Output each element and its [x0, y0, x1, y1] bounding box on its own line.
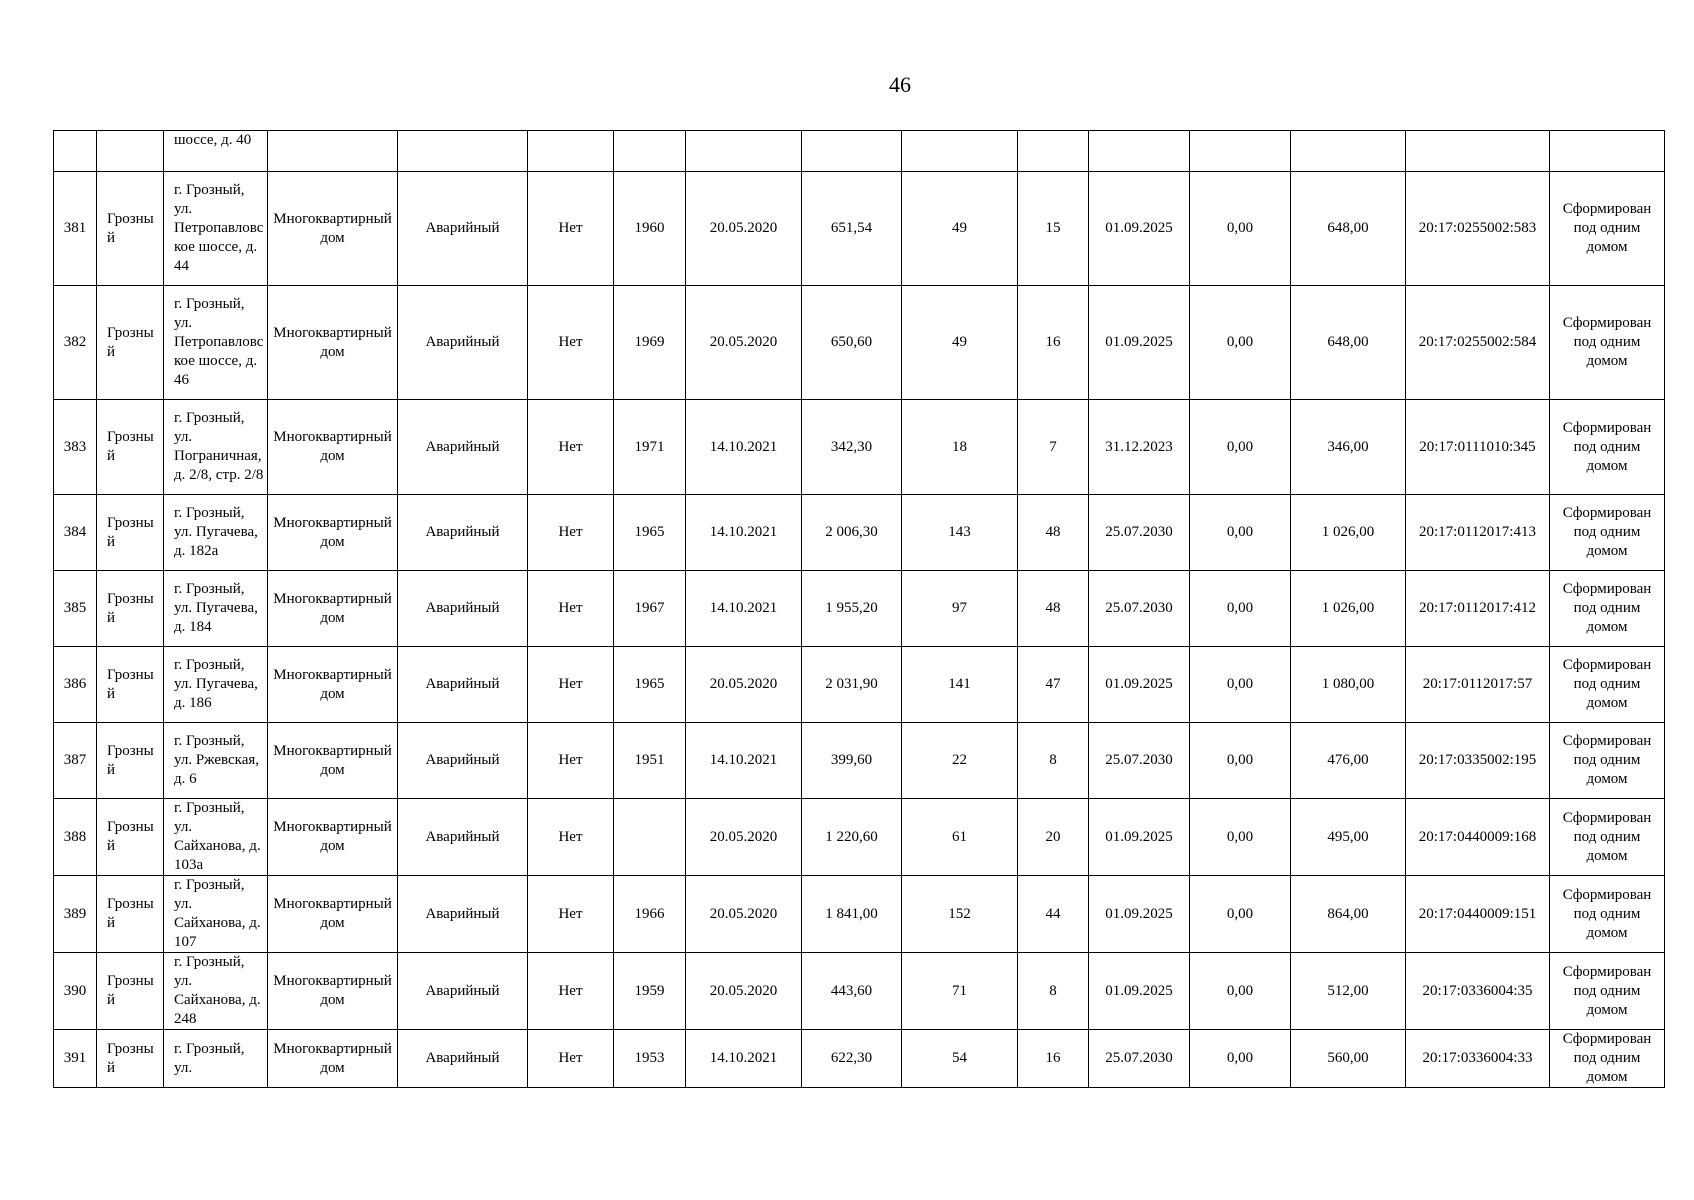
cell-city: Грозный [97, 1030, 164, 1088]
cell-zero: 0,00 [1190, 400, 1291, 495]
cell-area: 399,60 [802, 723, 902, 799]
cell-deadline: 01.09.2025 [1089, 799, 1190, 876]
cell-address: г. Грозный, ул. Пугачева, д. 184 [164, 571, 268, 647]
table-row-continued [54, 131, 1665, 172]
cell-city: Грозный [97, 495, 164, 571]
cell-date: 20.05.2020 [686, 876, 802, 953]
cell-flag: Нет [528, 571, 614, 647]
cell-cadastral: 20:17:0111010:345 [1406, 400, 1550, 495]
cell-address: шоссе, д. 40 [164, 131, 268, 172]
cell-count [1018, 131, 1089, 172]
cell-count: 47 [1018, 647, 1089, 723]
cell-count: 7 [1018, 400, 1089, 495]
cell-residents: 71 [902, 953, 1018, 1030]
cell-date: 14.10.2021 [686, 400, 802, 495]
cell-flag: Нет [528, 723, 614, 799]
cell-num: 382 [54, 286, 97, 400]
cell-area: 2 006,30 [802, 495, 902, 571]
cell-cadastral: 20:17:0112017:57 [1406, 647, 1550, 723]
cell-address: г. Грозный, ул. Петропавловское шоссе, д. 46 [164, 286, 268, 400]
cell-date: 14.10.2021 [686, 723, 802, 799]
cell-year [614, 131, 686, 172]
cell-zero: 0,00 [1190, 495, 1291, 571]
cell-cadastral: 20:17:0255002:583 [1406, 172, 1550, 286]
cell-area: 622,30 [802, 1030, 902, 1088]
cell-year: 1965 [614, 647, 686, 723]
table-row [54, 286, 1665, 400]
cell-formed: Сформирован под одним домом [1550, 286, 1665, 400]
cell-type: Многоквартирный дом [268, 571, 398, 647]
cell-address: г. Грозный, ул. Пугачева, д. 186 [164, 647, 268, 723]
cell-city: Грозный [97, 286, 164, 400]
cell-city [97, 131, 164, 172]
cell-area: 342,30 [802, 400, 902, 495]
cell-zero: 0,00 [1190, 647, 1291, 723]
cell-area: 650,60 [802, 286, 902, 400]
cell-plot: 346,00 [1291, 400, 1406, 495]
cell-status: Аварийный [398, 400, 528, 495]
cell-status: Аварийный [398, 799, 528, 876]
cell-plot: 1 026,00 [1291, 571, 1406, 647]
cell-flag: Нет [528, 495, 614, 571]
cell-formed: Сформирован под одним домом [1550, 495, 1665, 571]
cell-date: 20.05.2020 [686, 647, 802, 723]
cell-plot: 648,00 [1291, 172, 1406, 286]
cell-residents: 97 [902, 571, 1018, 647]
cell-residents: 18 [902, 400, 1018, 495]
cell-num: 389 [54, 876, 97, 953]
cell-num: 387 [54, 723, 97, 799]
cell-residents [902, 131, 1018, 172]
cell-city: Грозный [97, 400, 164, 495]
cell-zero: 0,00 [1190, 799, 1291, 876]
cell-formed: Сформирован под одним домом [1550, 1030, 1665, 1088]
cell-type: Многоквартирный дом [268, 495, 398, 571]
cell-date: 20.05.2020 [686, 172, 802, 286]
cell-num: 385 [54, 571, 97, 647]
cell-count: 8 [1018, 953, 1089, 1030]
cell-flag: Нет [528, 799, 614, 876]
cell-status: Аварийный [398, 647, 528, 723]
cell-count: 20 [1018, 799, 1089, 876]
cell-formed: Сформирован под одним домом [1550, 799, 1665, 876]
cell-plot: 864,00 [1291, 876, 1406, 953]
cell-date: 20.05.2020 [686, 286, 802, 400]
cell-plot: 1 026,00 [1291, 495, 1406, 571]
cell-deadline: 01.09.2025 [1089, 172, 1190, 286]
cell-date: 14.10.2021 [686, 1030, 802, 1088]
cell-residents: 54 [902, 1030, 1018, 1088]
cell-num: 391 [54, 1030, 97, 1088]
cell-num: 388 [54, 799, 97, 876]
cell-year: 1965 [614, 495, 686, 571]
cell-city: Грозный [97, 647, 164, 723]
cell-year: 1969 [614, 286, 686, 400]
cell-plot: 512,00 [1291, 953, 1406, 1030]
cell-deadline: 25.07.2030 [1089, 723, 1190, 799]
cell-formed: Сформирован под одним домом [1550, 400, 1665, 495]
cell-flag: Нет [528, 647, 614, 723]
cell-area: 1 220,60 [802, 799, 902, 876]
table-row [54, 953, 1665, 1030]
cell-residents: 143 [902, 495, 1018, 571]
table-row [54, 723, 1665, 799]
cell-deadline: 01.09.2025 [1089, 953, 1190, 1030]
cell-city: Грозный [97, 876, 164, 953]
cell-formed: Сформирован под одним домом [1550, 647, 1665, 723]
cell-year: 1959 [614, 953, 686, 1030]
cell-type: Многоквартирный дом [268, 172, 398, 286]
cell-num: 383 [54, 400, 97, 495]
cell-zero: 0,00 [1190, 172, 1291, 286]
cell-cadastral: 20:17:0255002:584 [1406, 286, 1550, 400]
cell-num: 381 [54, 172, 97, 286]
cell-count: 48 [1018, 495, 1089, 571]
cell-cadastral: 20:17:0112017:413 [1406, 495, 1550, 571]
cell-formed: Сформирован под одним домом [1550, 953, 1665, 1030]
cell-year: 1951 [614, 723, 686, 799]
cell-date: 20.05.2020 [686, 799, 802, 876]
table-row [54, 799, 1665, 876]
cell-deadline: 01.09.2025 [1089, 286, 1190, 400]
cell-area [802, 131, 902, 172]
cell-status: Аварийный [398, 172, 528, 286]
cell-year: 1960 [614, 172, 686, 286]
table-row [54, 571, 1665, 647]
cell-city: Грозный [97, 172, 164, 286]
cell-date: 14.10.2021 [686, 495, 802, 571]
cell-formed: Сформирован под одним домом [1550, 172, 1665, 286]
cell-status: Аварийный [398, 876, 528, 953]
cell-type: Многоквартирный дом [268, 647, 398, 723]
cell-status: Аварийный [398, 953, 528, 1030]
cell-city: Грозный [97, 799, 164, 876]
cell-count: 44 [1018, 876, 1089, 953]
cell-residents: 49 [902, 286, 1018, 400]
cell-area: 443,60 [802, 953, 902, 1030]
cell-deadline: 01.09.2025 [1089, 647, 1190, 723]
cell-residents: 152 [902, 876, 1018, 953]
cell-deadline: 31.12.2023 [1089, 400, 1190, 495]
cell-residents: 22 [902, 723, 1018, 799]
cell-cadastral: 20:17:0440009:168 [1406, 799, 1550, 876]
cell-plot: 560,00 [1291, 1030, 1406, 1088]
cell-address: г. Грозный, ул. Сайханова, д. 107 [164, 876, 268, 953]
cell-num: 390 [54, 953, 97, 1030]
cell-type: Многоквартирный дом [268, 723, 398, 799]
cell-cadastral: 20:17:0440009:151 [1406, 876, 1550, 953]
cell-year: 1966 [614, 876, 686, 953]
cell-address: г. Грозный, ул. Сайханова, д. 248 [164, 953, 268, 1030]
cell-status: Аварийный [398, 1030, 528, 1088]
table-row [54, 647, 1665, 723]
cell-num [54, 131, 97, 172]
cell-date: 20.05.2020 [686, 953, 802, 1030]
cell-cadastral: 20:17:0335002:195 [1406, 723, 1550, 799]
table-row [54, 400, 1665, 495]
cell-count: 48 [1018, 571, 1089, 647]
cell-address: г. Грозный, ул. Ржевская, д. 6 [164, 723, 268, 799]
cell-count: 15 [1018, 172, 1089, 286]
cell-type: Многоквартирный дом [268, 1030, 398, 1088]
cell-plot: 476,00 [1291, 723, 1406, 799]
cell-flag: Нет [528, 1030, 614, 1088]
cell-address: г. Грозный, ул. Сайханова, д. 103а [164, 799, 268, 876]
cell-plot [1291, 131, 1406, 172]
cell-city: Грозный [97, 571, 164, 647]
cell-date [686, 131, 802, 172]
table-row [54, 1030, 1665, 1088]
cell-formed: Сформирован под одним домом [1550, 876, 1665, 953]
cell-date: 14.10.2021 [686, 571, 802, 647]
cell-zero: 0,00 [1190, 876, 1291, 953]
cell-residents: 141 [902, 647, 1018, 723]
cell-year: 1967 [614, 571, 686, 647]
cell-zero: 0,00 [1190, 953, 1291, 1030]
cell-cadastral [1406, 131, 1550, 172]
table-row [54, 495, 1665, 571]
cell-zero: 0,00 [1190, 571, 1291, 647]
cell-deadline [1089, 131, 1190, 172]
cell-flag: Нет [528, 953, 614, 1030]
cell-type: Многоквартирный дом [268, 876, 398, 953]
cell-deadline: 25.07.2030 [1089, 1030, 1190, 1088]
cell-plot: 495,00 [1291, 799, 1406, 876]
cell-status: Аварийный [398, 723, 528, 799]
cell-type: Многоквартирный дом [268, 799, 398, 876]
cell-plot: 1 080,00 [1291, 647, 1406, 723]
cell-cadastral: 20:17:0336004:33 [1406, 1030, 1550, 1088]
cell-area: 651,54 [802, 172, 902, 286]
cell-type: Многоквартирный дом [268, 286, 398, 400]
cell-flag: Нет [528, 286, 614, 400]
cell-formed: Сформирован под одним домом [1550, 723, 1665, 799]
cell-flag: Нет [528, 400, 614, 495]
cell-flag: Нет [528, 876, 614, 953]
cell-count: 8 [1018, 723, 1089, 799]
cell-formed [1550, 131, 1665, 172]
cell-address: г. Грозный, ул. Пугачева, д. 182а [164, 495, 268, 571]
cell-status [398, 131, 528, 172]
cell-type: Многоквартирный дом [268, 400, 398, 495]
cell-status: Аварийный [398, 495, 528, 571]
cell-zero [1190, 131, 1291, 172]
cell-address: г. Грозный, ул. Петропавловское шоссе, д. 44 [164, 172, 268, 286]
cell-deadline: 01.09.2025 [1089, 876, 1190, 953]
housing-registry-table [53, 130, 1665, 1088]
cell-city: Грозный [97, 723, 164, 799]
cell-plot: 648,00 [1291, 286, 1406, 400]
cell-address: г. Грозный, ул. [164, 1030, 268, 1088]
table-row [54, 876, 1665, 953]
cell-zero: 0,00 [1190, 286, 1291, 400]
cell-count: 16 [1018, 286, 1089, 400]
table-row [54, 172, 1665, 286]
cell-area: 2 031,90 [802, 647, 902, 723]
cell-status: Аварийный [398, 286, 528, 400]
cell-cadastral: 20:17:0112017:412 [1406, 571, 1550, 647]
cell-count: 16 [1018, 1030, 1089, 1088]
cell-address: г. Грозный, ул. Пограничная, д. 2/8, стр. 2/8 [164, 400, 268, 495]
cell-num: 384 [54, 495, 97, 571]
cell-status: Аварийный [398, 571, 528, 647]
cell-formed: Сформирован под одним домом [1550, 571, 1665, 647]
cell-zero: 0,00 [1190, 1030, 1291, 1088]
cell-deadline: 25.07.2030 [1089, 571, 1190, 647]
cell-cadastral: 20:17:0336004:35 [1406, 953, 1550, 1030]
cell-residents: 61 [902, 799, 1018, 876]
cell-area: 1 841,00 [802, 876, 902, 953]
cell-deadline: 25.07.2030 [1089, 495, 1190, 571]
cell-flag [528, 131, 614, 172]
cell-zero: 0,00 [1190, 723, 1291, 799]
cell-area: 1 955,20 [802, 571, 902, 647]
cell-flag: Нет [528, 172, 614, 286]
cell-city: Грозный [97, 953, 164, 1030]
cell-year [614, 799, 686, 876]
cell-type: Многоквартирный дом [268, 953, 398, 1030]
cell-year: 1971 [614, 400, 686, 495]
page-number: 46 [889, 72, 911, 97]
cell-type [268, 131, 398, 172]
cell-num: 386 [54, 647, 97, 723]
cell-residents: 49 [902, 172, 1018, 286]
cell-year: 1953 [614, 1030, 686, 1088]
